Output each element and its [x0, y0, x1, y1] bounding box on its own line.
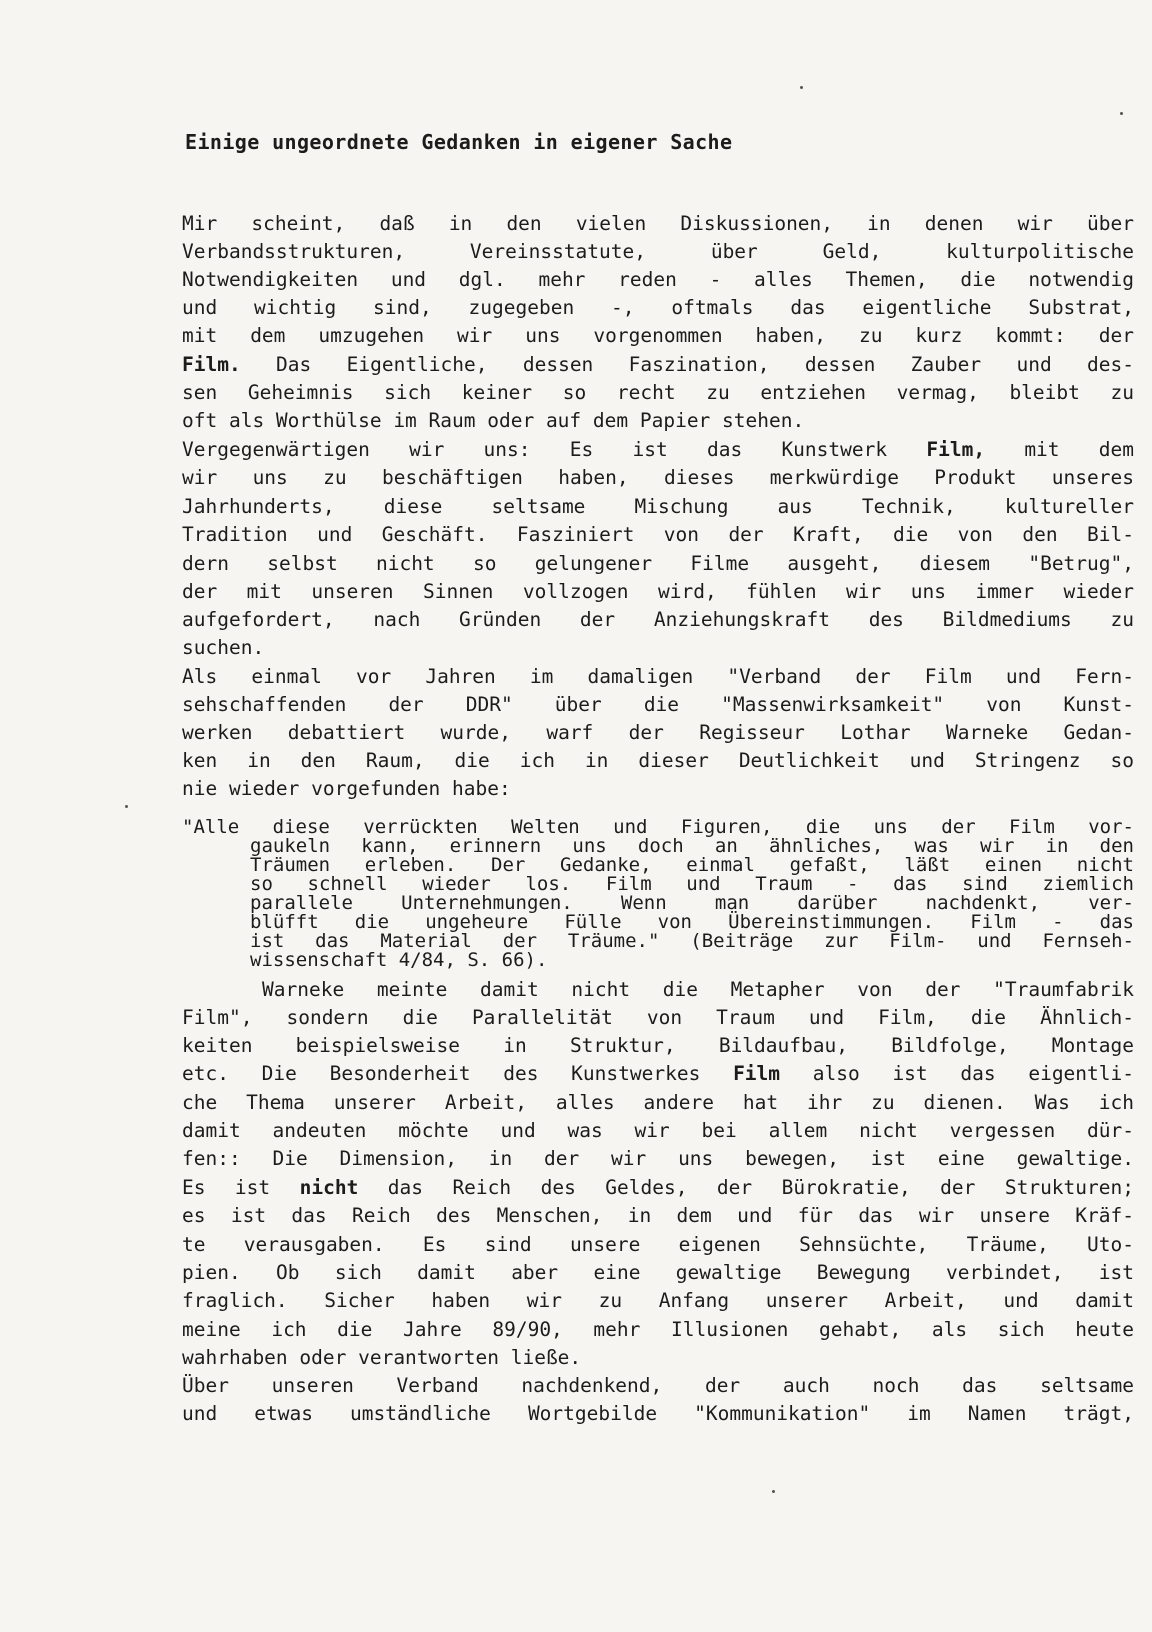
text-line: Verbandsstrukturen, Vereinsstatute, über Geld, kulturpolitische: [182, 240, 1134, 263]
text-line: fen:: Die Dimension, in der wir uns bewegen, ist eine gewaltige.: [182, 1147, 1134, 1170]
text-line: es ist das Reich des Menschen, in dem und für das wir unsere Kräf-: [182, 1204, 1134, 1227]
quote-line: "Alle diese verrückten Welten und Figuren, die uns der Film vor-: [182, 816, 1134, 838]
text-line: wir uns zu beschäftigen haben, dieses merkwürdige Produkt unseres: [182, 466, 1134, 489]
emphasized-word: Film.: [182, 353, 241, 376]
text-line: wahrhaben oder verantworten ließe.: [182, 1346, 582, 1369]
text-line: pien. Ob sich damit aber eine gewaltige Bewegung verbindet, ist: [182, 1261, 1134, 1284]
text-line: te verausgaben. Es sind unsere eigenen Sehnsüchte, Träume, Uto-: [182, 1233, 1134, 1256]
text-line: Mir scheint, daß in den vielen Diskussionen, in denen wir über: [182, 212, 1134, 235]
quote-line: gaukeln kann, erinnern uns doch an ähnliches, was wir in den: [250, 835, 1134, 857]
text-line: Es ist nicht das Reich des Geldes, der Bürokratie, der Strukturen;: [182, 1176, 1134, 1199]
text-line: Film", sondern die Parallelität von Traum und Film, die Ähnlich-: [182, 1006, 1134, 1029]
text-line: Als einmal vor Jahren im damaligen "Verband der Film und Fern-: [182, 665, 1134, 688]
text-line: sen Geheimnis sich keiner so recht zu entziehen vermag, bleibt zu: [182, 381, 1134, 404]
text-line: suchen.: [182, 636, 265, 659]
text-line: Über unseren Verband nachdenkend, der auch noch das seltsame: [182, 1374, 1134, 1397]
text-line: aufgefordert, nach Gründen der Anziehungskraft des Bildmediums zu: [182, 608, 1134, 631]
text-line: Tradition und Geschäft. Fasziniert von der Kraft, die von den Bil-: [182, 523, 1134, 546]
quote-line: ist das Material der Träume." (Beiträge zur Film- und Fernseh-: [250, 930, 1134, 952]
document-title: Einige ungeordnete Gedanken in eigener Sache: [185, 130, 733, 154]
scan-speck: [772, 1490, 775, 1493]
emphasized-word: nicht: [299, 1176, 359, 1199]
text-line: der mit unseren Sinnen vollzogen wird, fühlen wir uns immer wieder: [182, 580, 1134, 603]
text-line: Vergegenwärtigen wir uns: Es ist das Kunstwerk Film, mit dem: [182, 438, 1135, 461]
text-line: und wichtig sind, zugegeben -, oftmals das eigentliche Substrat,: [182, 296, 1134, 319]
text-line: oft als Worthülse im Raum oder auf dem Papier stehen.: [182, 409, 805, 432]
text-line: Warneke meinte damit nicht die Metapher von der "Traumfabrik: [262, 978, 1134, 1001]
scan-speck: [800, 86, 803, 89]
text-line: ken in den Raum, die ich in dieser Deutlichkeit und Stringenz so: [182, 749, 1134, 772]
text-line: werken debattiert wurde, warf der Regisseur Lothar Warneke Gedan-: [182, 721, 1134, 744]
text-line: Notwendigkeiten und dgl. mehr reden - alles Themen, die notwendig: [182, 268, 1134, 291]
emphasized-word: Film,: [926, 438, 986, 461]
scan-speck: [1120, 112, 1123, 115]
text-line: meine ich die Jahre 89/90, mehr Illusionen gehabt, als sich heute: [182, 1318, 1134, 1341]
text-line: keiten beispielsweise in Struktur, Bildaufbau, Bildfolge, Montage: [182, 1034, 1134, 1057]
text-line: dern selbst nicht so gelungener Filme ausgeht, diesem "Betrug",: [182, 552, 1134, 575]
quote-line: parallele Unternehmungen. Wenn man darüber nachdenkt, ver-: [250, 892, 1134, 914]
text-line: Film. Das Eigentliche, dessen Faszination, dessen Zauber und des-: [182, 353, 1134, 376]
scan-speck: [125, 805, 128, 808]
text-line: damit andeuten möchte und was wir bei allem nicht vergessen dür-: [182, 1119, 1134, 1142]
text-line: Jahrhunderts, diese seltsame Mischung aus Technik, kultureller: [182, 495, 1134, 518]
quote-line: so schnell wieder los. Film und Traum - das sind ziemlich: [250, 873, 1134, 895]
text-line: und etwas umständliche Wortgebilde "Kommunikation" im Namen trägt,: [182, 1402, 1134, 1425]
quote-line: Träumen erleben. Der Gedanke, einmal gefaßt, läßt einen nicht: [250, 854, 1134, 876]
text-line: mit dem umzugehen wir uns vorgenommen haben, zu kurz kommt: der: [182, 324, 1134, 347]
text-line: sehschaffenden der DDR" über die "Massenwirksamkeit" von Kunst-: [182, 693, 1134, 716]
quote-line: blüfft die ungeheure Fülle von Übereinstimmungen. Film - das: [250, 911, 1134, 933]
text-line: che Thema unserer Arbeit, alles andere hat ihr zu dienen. Was ich: [182, 1091, 1134, 1114]
text-line: fraglich. Sicher haben wir zu Anfang unserer Arbeit, und damit: [182, 1289, 1134, 1312]
text-line: etc. Die Besonderheit des Kunstwerkes Film also ist das eigentli-: [182, 1062, 1134, 1085]
emphasized-word: Film: [733, 1062, 781, 1085]
quote-line: wissenschaft 4/84, S. 66).: [250, 949, 548, 971]
text-line: nie wieder vorgefunden habe:: [182, 777, 511, 800]
